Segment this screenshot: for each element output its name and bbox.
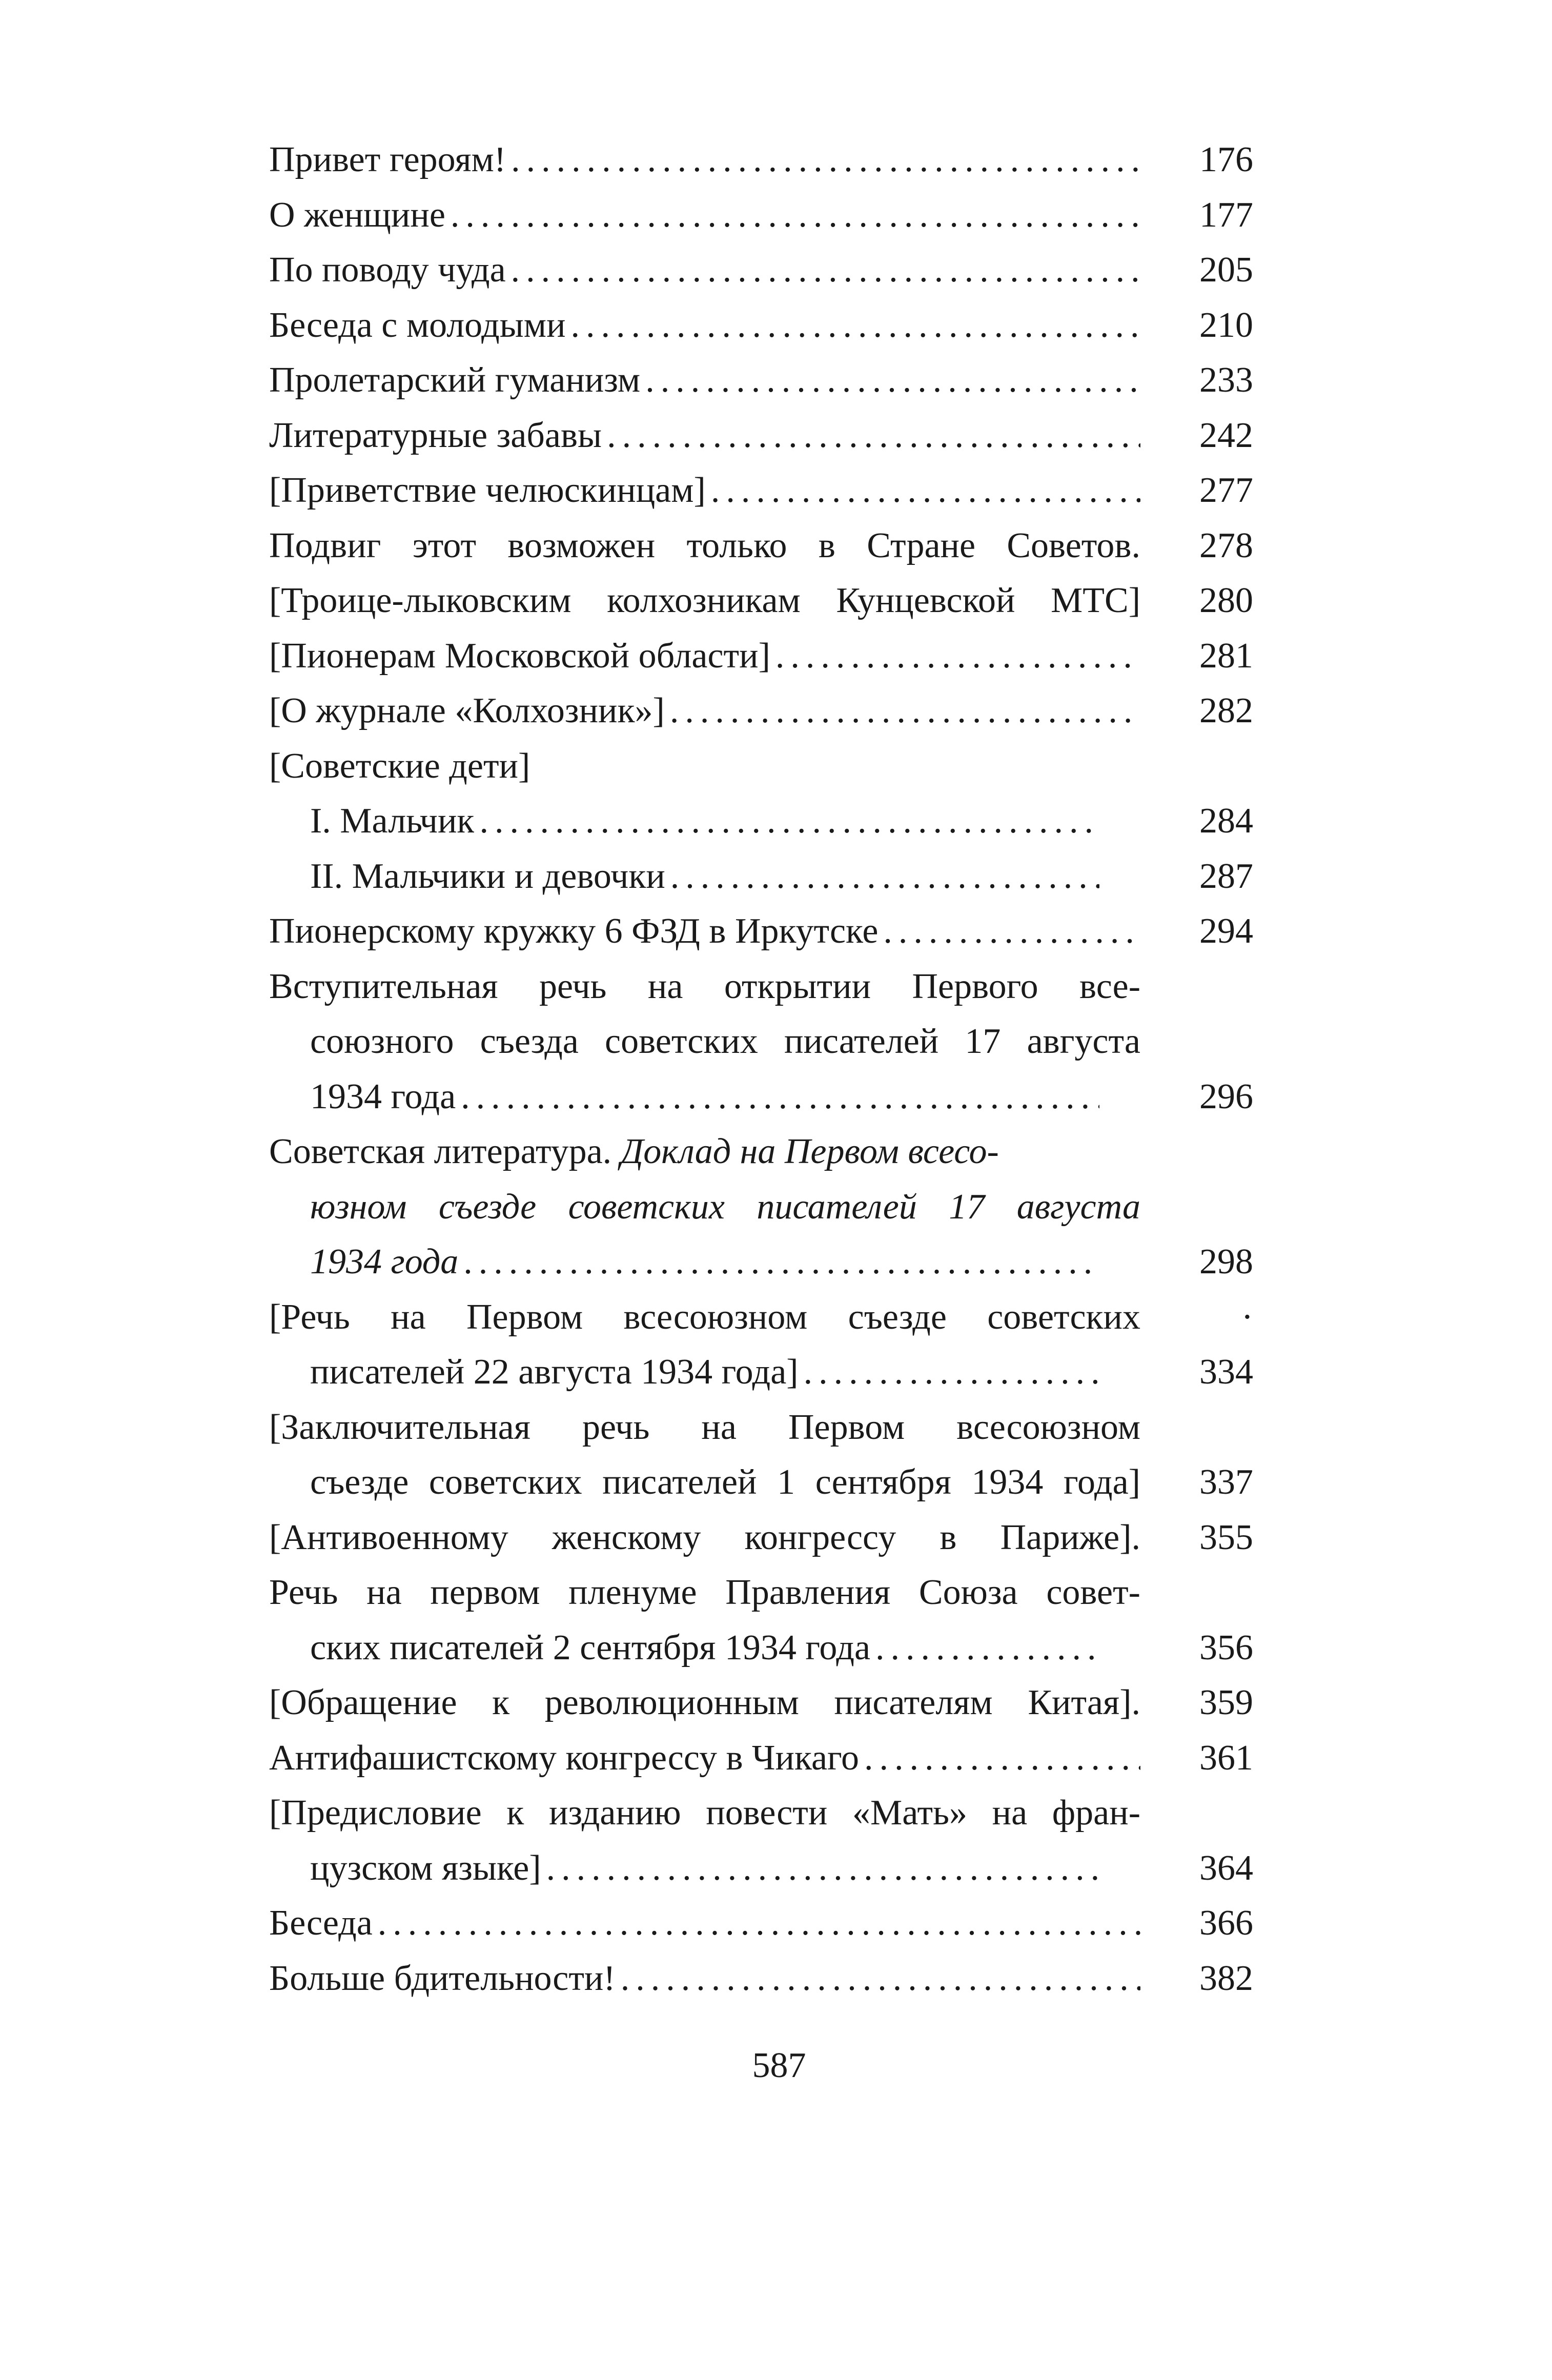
toc-entry-page: 205 bbox=[1199, 250, 1253, 290]
toc-entry-title: Подвиг этот возможен только в Стране Советов. bbox=[269, 525, 1140, 565]
toc-entry bbox=[269, 353, 1253, 408]
toc-entry bbox=[269, 1124, 1253, 1179]
toc-entry-page: 277 bbox=[1199, 471, 1253, 510]
toc-entry-page: 298 bbox=[1199, 1242, 1253, 1281]
toc-entry-title: юзном съезде советских писателей 17 августа bbox=[310, 1187, 1140, 1227]
toc-entry-title: Беседа с молодыми bbox=[269, 305, 566, 345]
toc-entry bbox=[269, 628, 1253, 684]
toc-entry bbox=[269, 408, 1253, 463]
toc-entry-continuation bbox=[269, 1069, 1253, 1125]
toc-entry-title: О женщине bbox=[269, 195, 445, 235]
toc-entry-page: 284 bbox=[1199, 801, 1253, 841]
toc-subentry bbox=[269, 849, 1253, 904]
toc-entry-title: 1934 года bbox=[310, 1242, 459, 1281]
toc-entry-title: Литературные забавы bbox=[269, 415, 602, 455]
toc-entry-title: Беседа bbox=[269, 1903, 373, 1943]
dot-leader bbox=[546, 1841, 1099, 1896]
dot-leader bbox=[607, 408, 1140, 463]
table-of-contents bbox=[269, 132, 1253, 2006]
toc-entry bbox=[269, 1951, 1253, 2006]
toc-section-heading bbox=[269, 739, 1253, 794]
toc-entry bbox=[269, 1290, 1253, 1345]
toc-entry-title: II. Мальчики и девочки bbox=[310, 856, 665, 896]
toc-entry-page: 280 bbox=[1199, 581, 1253, 620]
toc-entry-page: 282 bbox=[1199, 691, 1253, 730]
toc-entry-title: [Обращение к революционным писателям Китая]. bbox=[269, 1683, 1140, 1722]
toc-entry-title: [Приветствие челюскинцам] bbox=[269, 471, 706, 510]
toc-entry-title: Больше бдительности! bbox=[269, 1958, 616, 1998]
toc-entry-page: 334 bbox=[1199, 1352, 1253, 1392]
dot-leader bbox=[511, 242, 1140, 298]
toc-entry-title: [Антивоенному женскому конгрессу в Париже]. bbox=[269, 1517, 1140, 1557]
toc-entry-title: Речь на первом пленуме Правления Союза совет- bbox=[269, 1573, 1140, 1612]
toc-entry-page: 287 bbox=[1199, 856, 1253, 896]
toc-entry bbox=[269, 573, 1253, 628]
toc-entry bbox=[269, 1731, 1253, 1786]
toc-entry-page: 364 bbox=[1199, 1848, 1253, 1888]
toc-entry-title: [Заключительная речь на Первом всесоюзном bbox=[269, 1407, 1140, 1447]
toc-entry-title bbox=[269, 1124, 999, 1179]
toc-entry-page: 177 bbox=[1199, 195, 1253, 235]
toc-entry-continuation bbox=[269, 1620, 1253, 1676]
toc-entry-page: 382 bbox=[1199, 1958, 1253, 1998]
toc-entry bbox=[269, 1896, 1253, 1951]
dot-leader bbox=[864, 1731, 1140, 1786]
toc-entry-title: Привет героям! bbox=[269, 140, 506, 179]
toc-entry bbox=[269, 463, 1253, 518]
toc-entry-continuation bbox=[269, 1345, 1253, 1400]
toc-entry-page: 281 bbox=[1199, 636, 1253, 676]
toc-entry bbox=[269, 298, 1253, 353]
toc-entry-title: Антифашистскому конгрессу в Чикаго bbox=[269, 1738, 860, 1778]
toc-entry-page: 296 bbox=[1199, 1076, 1253, 1116]
toc-entry bbox=[269, 1675, 1253, 1731]
toc-entry-title: [Троице-лыковским колхозникам Кунцевской МТС] bbox=[269, 581, 1140, 620]
toc-entry-title: 1934 года bbox=[310, 1076, 456, 1116]
toc-entry-title: [Пионерам Московской области] bbox=[269, 636, 770, 676]
dot-leader bbox=[511, 132, 1140, 188]
toc-entry-title: Вступительная речь на открытии Первого все- bbox=[269, 966, 1140, 1006]
toc-entry-title: По поводу чуда bbox=[269, 250, 506, 290]
toc-entry-page: 355 bbox=[1199, 1517, 1253, 1557]
toc-entry-title: союзного съезда советских писателей 17 августа bbox=[310, 1022, 1140, 1061]
toc-entry-page: 361 bbox=[1199, 1738, 1253, 1778]
toc-entry-page: 359 bbox=[1199, 1683, 1253, 1722]
toc-entry-title: ских писателей 2 сентября 1934 года bbox=[310, 1628, 871, 1667]
toc-entry-title: Пионерскому кружку 6 ФЗД в Иркутске bbox=[269, 911, 879, 951]
toc-entry bbox=[269, 1785, 1253, 1841]
dot-leader bbox=[378, 1896, 1140, 1951]
toc-entry-title-italic: Доклад на Первом всесо- bbox=[620, 1132, 999, 1171]
dot-leader bbox=[804, 1345, 1099, 1400]
dot-leader bbox=[875, 1620, 1099, 1676]
toc-subentry bbox=[269, 794, 1253, 849]
toc-entry-title: писателей 22 августа 1934 года] bbox=[310, 1352, 799, 1392]
toc-entry-page: 242 bbox=[1199, 415, 1253, 455]
toc-entry-page: 278 bbox=[1199, 525, 1253, 565]
toc-entry-title: цузском языке] bbox=[310, 1848, 541, 1888]
toc-entry-continuation bbox=[269, 1179, 1253, 1235]
toc-entry-page: 294 bbox=[1199, 911, 1253, 951]
toc-entry-title: [О журнале «Колхозник»] bbox=[269, 691, 665, 730]
toc-entry-title: I. Мальчик bbox=[310, 801, 475, 841]
dot-leader bbox=[775, 628, 1140, 684]
toc-entry bbox=[269, 1565, 1253, 1620]
toc-entry bbox=[269, 1510, 1253, 1565]
toc-entry-continuation bbox=[269, 1234, 1253, 1290]
page-number: 587 bbox=[752, 2046, 806, 2085]
dot-leader bbox=[461, 1069, 1099, 1125]
toc-entry-page: 337 bbox=[1199, 1462, 1253, 1502]
dot-leader bbox=[645, 353, 1140, 408]
toc-entry-page: · bbox=[1241, 1297, 1253, 1337]
toc-entry-page: 366 bbox=[1199, 1903, 1253, 1943]
dot-leader bbox=[571, 298, 1140, 353]
toc-entry-title: Пролетарский гуманизм bbox=[269, 360, 641, 400]
toc-entry-title: съезде советских писателей 1 сентября 1934 года] bbox=[310, 1462, 1140, 1502]
toc-entry bbox=[269, 1400, 1253, 1455]
dot-leader bbox=[883, 904, 1140, 959]
toc-entry-page: 356 bbox=[1199, 1628, 1253, 1667]
toc-entry-continuation bbox=[269, 1014, 1253, 1069]
toc-entry-title-roman: Советская литература. bbox=[269, 1132, 612, 1171]
dot-leader bbox=[463, 1234, 1099, 1290]
dot-leader bbox=[670, 683, 1140, 739]
toc-entry bbox=[269, 904, 1253, 959]
toc-entry-page: 233 bbox=[1199, 360, 1253, 400]
toc-entry-continuation bbox=[269, 1841, 1253, 1896]
dot-leader bbox=[670, 849, 1099, 904]
toc-entry bbox=[269, 959, 1253, 1014]
toc-entry bbox=[269, 132, 1253, 188]
toc-entry bbox=[269, 188, 1253, 243]
toc-entry-title: [Советские дети] bbox=[269, 746, 530, 786]
toc-entry-page: 210 bbox=[1199, 305, 1253, 345]
toc-entry bbox=[269, 683, 1253, 739]
toc-entry-title: [Речь на Первом всесоюзном съезде советских bbox=[269, 1297, 1140, 1337]
dot-leader bbox=[711, 463, 1140, 518]
dot-leader bbox=[451, 188, 1140, 243]
dot-leader bbox=[479, 794, 1099, 849]
toc-entry-title: [Предисловие к изданию повести «Мать» на фран- bbox=[269, 1793, 1140, 1833]
toc-entry-page: 176 bbox=[1199, 140, 1253, 179]
toc-entry-continuation bbox=[269, 1455, 1253, 1510]
toc-entry bbox=[269, 518, 1253, 574]
toc-entry bbox=[269, 242, 1253, 298]
dot-leader bbox=[621, 1951, 1140, 2006]
